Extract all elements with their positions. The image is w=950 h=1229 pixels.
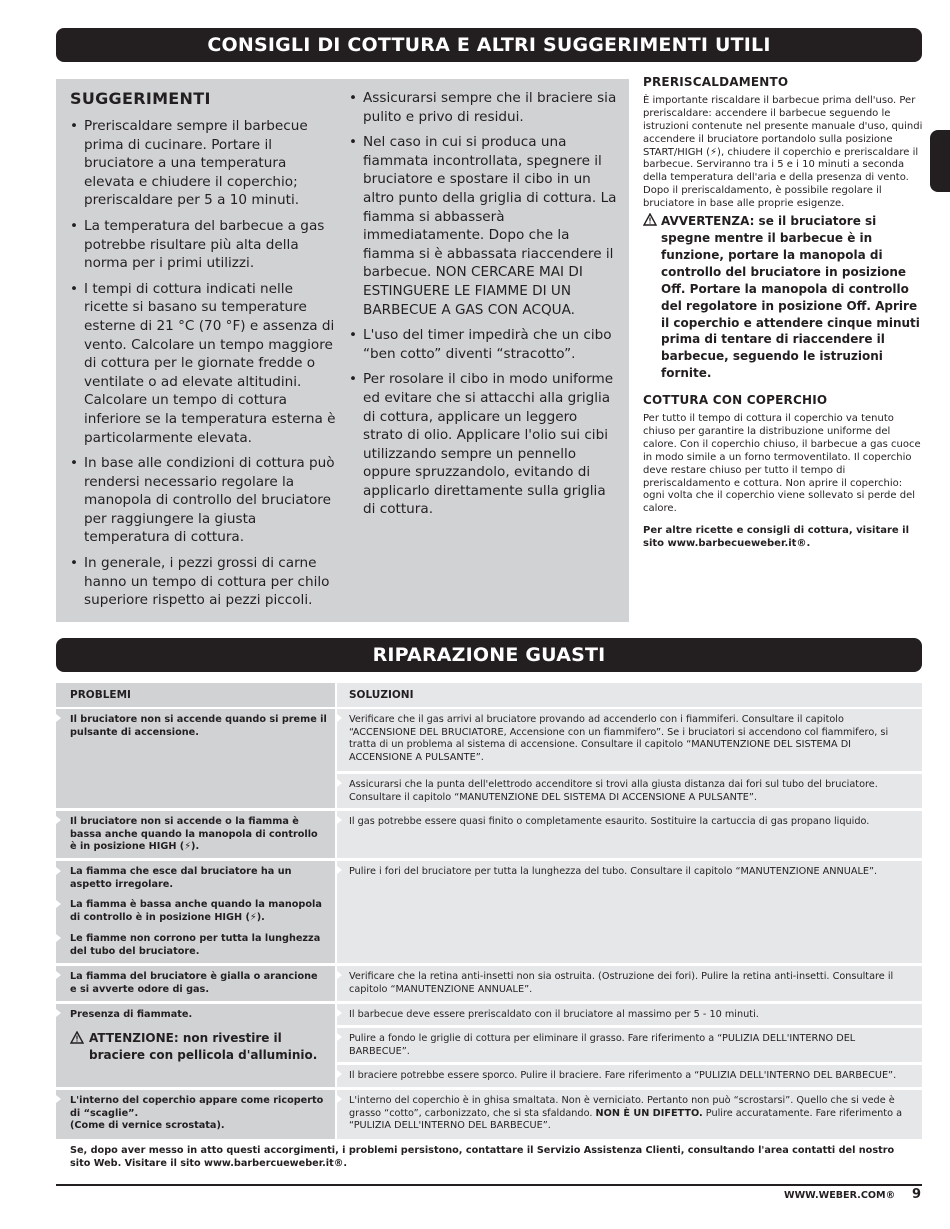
row-arrow-icon (337, 1033, 342, 1041)
suggestion-item: • In base alle condizioni di cottura può rendersi necessario regolare la manopola di controllo del bruciatore per raggiungere la giusta temperatura di cottura. (70, 454, 340, 547)
row-arrow-icon (337, 714, 342, 722)
foil-warning (70, 1030, 327, 1064)
solution-text: Il barbecue deve essere preriscaldato con il bruciatore al massimo per 5 - 10 minuti. (349, 1009, 759, 1020)
problem-text: Il bruciatore non si accende quando si preme il pulsante di accensione. (70, 714, 327, 738)
section-banner-troubleshooting: RIPARAZIONE GUASTI (56, 638, 922, 672)
page-number: 9 (912, 1187, 922, 1202)
row-arrow-icon (56, 1095, 61, 1103)
problem-item (70, 899, 327, 924)
solution-cell (337, 1028, 922, 1062)
row-arrow-icon (56, 900, 61, 908)
problem-item (70, 933, 327, 958)
row-arrow-icon (337, 1009, 342, 1017)
preheat-warning (643, 213, 925, 382)
suggestions-column-2 (349, 89, 621, 526)
row-arrow-icon (56, 816, 61, 824)
problem-cell (56, 811, 335, 858)
suggestion-item: • I tempi di cottura indicati nelle ricette si basano su temperature esterne di 21 °C (70 °F) e assenza di vento. Calcolare un tempo maggiore di cottura per le giornate fredde o ventilate o ad elevate altitudini. Calcolare un tempo di cottura inferiore se la temperatura esterna è particolarmente elevata. (70, 280, 340, 447)
footer-rule (56, 1184, 922, 1186)
solution-text-bold: NON È UN DIFETTO. (595, 1107, 703, 1119)
suggestion-item: • L'uso del timer impedirà che un cibo “ben cotto” diventi “stracotto”. (349, 326, 621, 363)
problem-cell (56, 1090, 335, 1139)
lid-note: Per altre ricette e consigli di cottura, visitare il sito www.barbecueweber.it®. (643, 525, 910, 550)
problem-text: Presenza di fiammate. (70, 1009, 193, 1020)
problem-text: L'interno del coperchio appare come ricoperto di “scaglie”. (70, 1095, 324, 1119)
problem-text: Il bruciatore non si accende o la fiamma è bassa anche quando la manopola di controllo è in posizione HIGH (⚡). (70, 816, 318, 853)
solution-text: Il braciere potrebbe essere sporco. Pulire il braciere. Fare riferimento a “PULIZIA DELL'INTERNO DEL BARBECUE”. (349, 1070, 897, 1081)
solution-text: L'interno del coperchio è in ghisa smaltata. Non è verniciato. Pertanto non può “scrostarsi”. Quello che si vede è grasso “cotto”, carbonizzato, che si sta sfaldando. (349, 1095, 895, 1119)
suggestions-column-1 (70, 117, 340, 617)
suggestion-item: • Assicurarsi sempre che il braciere sia pulito e privo di residui. (349, 89, 621, 126)
problem-text: La fiamma è bassa anche quando la manopola di controllo è in posizione HIGH (⚡). (70, 899, 322, 924)
problem-cell (56, 709, 335, 808)
row-arrow-icon (56, 714, 61, 722)
problem-text: Le fiamme non corrono per tutta la lunghezza del tubo del bruciatore. (70, 932, 321, 957)
suggestion-item: • La temperatura del barbecue a gas potrebbe risultare più alta della norma per i primi utilizzi. (70, 217, 340, 273)
suggestions-box (56, 79, 629, 622)
preheat-text: È importante riscaldare il barbecue prima dell'uso. Per preriscaldare: accendere il barbecue seguendo le istruzioni contenute nel presente manuale d'uso, quindi accendere il bruciatore portandolo sulla posizione START/HIGH (⚡), chiudere il coperchio e preriscaldare il barbecue. Serviranno tra i 5 e i 10 minuti a seconda della temperatura dell'aria e della presenza di vento. Dopo il preriscaldamento, è possibile regolare il bruciatore in base alle proprie esigenze. (643, 94, 923, 210)
row-arrow-icon (56, 971, 61, 979)
preheat-warning-text: AVVERTENZA: se il bruciatore si spegne mentre il barbecue è in funzione, portare la manopola di controllo del bruciatore in posizione Off. Portare la manopola di controllo del regolatore in posizione Off. Aprire il coperchio e attendere cinque minuti prima di tentare di riaccendere il barbecue, seguendo le istruzioni fornite. (661, 214, 920, 381)
problem-cell (56, 966, 335, 1001)
suggestion-item: • Nel caso in cui si produca una fiammata incontrollata, spegnere il bruciatore e spostare il cibo in un altro punto della griglia di cottura. La fiamma si abbasserà immediatamente. Dopo che la fiamma si è abbassata riaccendere il barbecue. NON CERCARE MAI DI ESTINGUERE LE FIAMME DI UN BARBECUE A GAS CON ACQUA. (349, 133, 621, 319)
row-arrow-icon (337, 779, 342, 787)
solution-cell (337, 709, 922, 771)
solution-cell (337, 1090, 922, 1139)
row-arrow-icon (56, 1009, 61, 1017)
solution-cell (337, 861, 922, 963)
right-column (643, 76, 925, 551)
preheat-title: PRERISCALDAMENTO (643, 75, 789, 89)
solution-text: Assicurarsi che la punta dell'elettrodo accenditore si trovi alla giusta distanza dai fori sul tubo del bruciatore. Consultare il capitolo “MANUTENZIONE DEL SISTEMA DI ACCENSIONE A PULSANTE”. (349, 779, 878, 803)
solution-text: Verificare che il gas arrivi al bruciatore provando ad accenderlo con i fiammiferi. Consultare il capitolo “ACCENSIONE DEL BRUCIATORE, Accensione con un fiammifero”. Se i bruciatori si accendono col fiammifero, si tratta di un problema al sistema di accensione. Consultare il capitolo “MANUTENZIONE DEL SISTEMA DI ACCENSIONE A PULSANTE”. (349, 714, 889, 764)
side-tab (930, 130, 950, 192)
suggestions-title: SUGGERIMENTI (70, 89, 211, 108)
problem-text: La fiamma del bruciatore è gialla o arancione e si avverte odore di gas. (70, 971, 318, 995)
solution-cell (337, 1065, 922, 1087)
solution-cell (337, 811, 922, 858)
solution-text: Pulire i fori del bruciatore per tutta la lunghezza del tubo. Consultare il capitolo “MANUTENZIONE ANNUALE”. (349, 866, 878, 877)
row-arrow-icon (337, 1070, 342, 1078)
troubleshooting-footnote: Se, dopo aver messo in atto questi accorgimenti, i problemi persistono, contattare il Servizio Assistenza Clienti, consultando l'area contatti del nostro sito Web. Visitare il sito www.barbercueweber.it®. (70, 1145, 895, 1169)
solution-cell (337, 774, 922, 808)
problem-text: (Come di vernice scrostata). (70, 1120, 225, 1132)
header-problems: PROBLEMI (56, 683, 335, 707)
suggestion-item: • Per rosolare il cibo in modo uniforme ed evitare che si attacchi alla griglia di cottura, applicare un leggero strato di olio. Applicare l'olio sui cibi utilizzando sempre un pennello oppure spruzzandolo, evitando di applicarlo direttamente sulla griglia di cottura. (349, 370, 621, 519)
row-arrow-icon (337, 816, 342, 824)
suggestion-item: • In generale, i pezzi grossi di carne hanno un tempo di cottura per chilo superiore rispetto ai pezzi piccoli. (70, 554, 340, 610)
problem-cell (56, 1004, 335, 1087)
problem-text: La fiamma che esce dal bruciatore ha un aspetto irregolare. (70, 866, 292, 890)
lid-title: COTTURA CON COPERCHIO (643, 393, 828, 408)
problem-cell (56, 861, 335, 963)
solution-cell (337, 966, 922, 1001)
row-arrow-icon (56, 867, 61, 875)
footer-website: WWW.WEBER.COM® (784, 1190, 896, 1201)
solution-text: Pulire accuratamente. Fare riferimento a “PULIZIA DELL'INTERNO DEL BARBECUE”. (349, 1107, 903, 1132)
solution-text: Pulire a fondo le griglie di cottura per eliminare il grasso. Fare riferimento a “PULIZIA DELL'INTERNO DEL BARBECUE”. (349, 1033, 856, 1057)
lid-text: Per tutto il tempo di cottura il coperchio va tenuto chiuso per garantire la distribuzione uniforme del calore. Con il coperchio chiuso, il barbecue a gas cuoce in modo simile a un forno termoventilato. Il coperchio deve restare chiuso per tutto il tempo di preriscaldamento e cottura. Non aprire il coperchio: ogni volta che il coperchio viene sollevato si perde del calore. (643, 413, 921, 515)
row-arrow-icon (337, 1095, 342, 1103)
section-banner-cooking-tips: CONSIGLI DI COTTURA E ALTRI SUGGERIMENTI UTILI (56, 28, 922, 62)
row-arrow-icon (337, 866, 342, 874)
problem-item (70, 866, 327, 891)
warning-icon (643, 213, 657, 226)
warning-icon (70, 1031, 84, 1044)
foil-warning-text: ATTENZIONE: non rivestire il braciere con pellicola d'alluminio. (89, 1030, 318, 1062)
solution-text: Il gas potrebbe essere quasi finito o completamente esaurito. Sostituire la cartuccia di gas propano liquido. (349, 816, 870, 827)
row-arrow-icon (56, 934, 61, 942)
header-solutions: SOLUZIONI (337, 683, 922, 707)
row-arrow-icon (337, 971, 342, 979)
solution-text: Verificare che la retina anti-insetti non sia ostruita. (Ostruzione dei fori). Pulire la retina anti-insetti. Consultare il capitolo “MANUTENZIONE ANNUALE”. (349, 971, 894, 995)
suggestion-item: • Preriscaldare sempre il barbecue prima di cucinare. Portare il bruciatore a una temperatura elevata e chiudere il coperchio; preriscaldare per 5 a 10 minuti. (70, 117, 340, 210)
solution-cell (337, 1004, 922, 1025)
